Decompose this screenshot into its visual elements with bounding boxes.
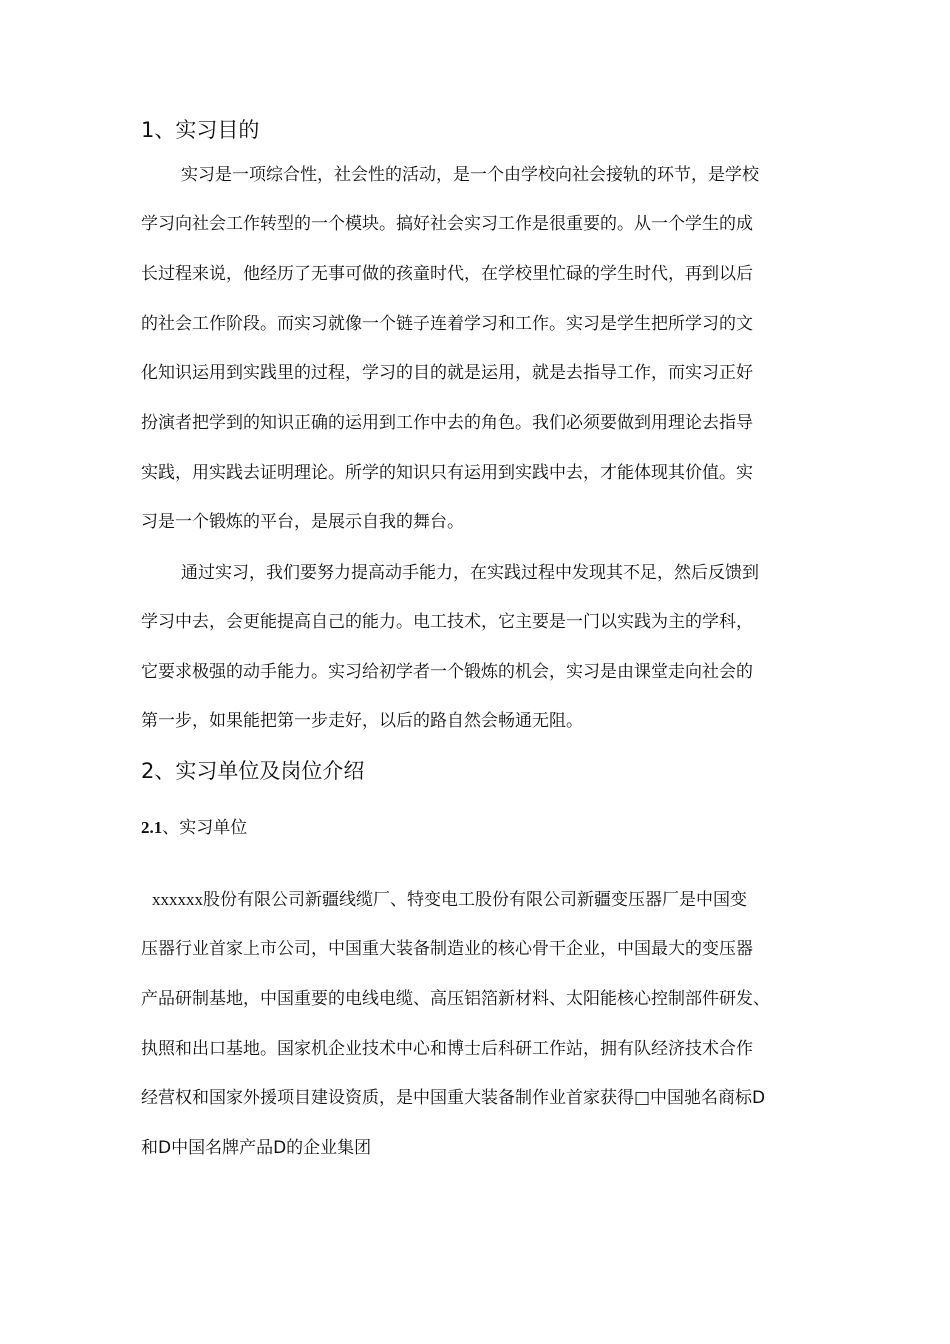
paragraph-2-line: 第一步，如果能把第一步走好，以后的路自然会畅通无阻。: [141, 711, 583, 731]
company-intro-line: 经营权和国家外援项目建设资质，是中国重大装备制作业首家获得□中国驰名商标D: [141, 1088, 766, 1108]
paragraph-1-line: 实践，用实践去证明理论。所学的知识只有运用到实践中去，才能体现其价值。实: [141, 463, 753, 483]
company-intro-line: [152, 887, 747, 913]
company-name-placeholder: xxxxxx: [152, 890, 203, 909]
company-intro-line: 和D中国名牌产品D的企业集团: [141, 1138, 372, 1158]
subsection-2-1-heading: [141, 815, 247, 841]
paragraph-1-line: 实习是一项综合性，社会性的活动，是一个由学校向社会接轨的环节，是学校: [181, 165, 759, 185]
paragraph-2-line: 它要求极强的动手能力。实习给初学者一个锻炼的机会，实习是由课堂走向社会的: [141, 662, 753, 682]
paragraph-1-line: 学习向社会工作转型的一个模块。搞好社会实习工作是很重要的。从一个学生的成: [141, 214, 753, 234]
paragraph-1-line: 的社会工作阶段。而实习就像一个链子连着学习和工作。实习是学生把所学习的文: [141, 314, 753, 334]
subsection-title: 、实习单位: [162, 818, 248, 838]
subsection-number: 2.1: [141, 818, 163, 837]
paragraph-2-line: 通过实习，我们要努力提高动手能力，在实践过程中发现其不足，然后反馈到: [181, 563, 759, 583]
company-intro-line: 执照和出口基地。国家机企业技术中心和博士后科研工作站，拥有队经济技术合作: [141, 1039, 753, 1059]
company-intro-line: 产品研制基地，中国重要的电线电缆、高压铝箔新材料、太阳能核心控制部件研发、: [141, 989, 770, 1009]
company-intro-text: 股份有限公司新疆线缆厂、特变电工股份有限公司新疆变压器厂是中国变: [203, 890, 747, 910]
paragraph-1-line: 化知识运用到实践里的过程，学习的目的就是运用，就是去指导工作，而实习正好: [141, 363, 753, 383]
paragraph-1-line: 扮演者把学到的知识正确的运用到工作中去的角色。我们必须要做到用理论去指导: [141, 413, 753, 433]
section-1-heading: 1、实习目的: [141, 118, 260, 142]
paragraph-1-line: 习是一个锻炼的平台，是展示自我的舞台。: [141, 512, 464, 532]
company-intro-line: 压器行业首家上市公司，中国重大装备制造业的核心骨干企业，中国最大的变压器: [141, 939, 753, 959]
paragraph-2-line: 学习中去，会更能提高自己的能力。电工技术，它主要是一门以实践为主的学科，: [141, 612, 753, 632]
section-2-heading: 2、实习单位及岗位介绍: [141, 759, 365, 783]
paragraph-1-line: 长过程来说，他经历了无事可做的孩童时代，在学校里忙碌的学生时代，再到以后: [141, 264, 753, 284]
